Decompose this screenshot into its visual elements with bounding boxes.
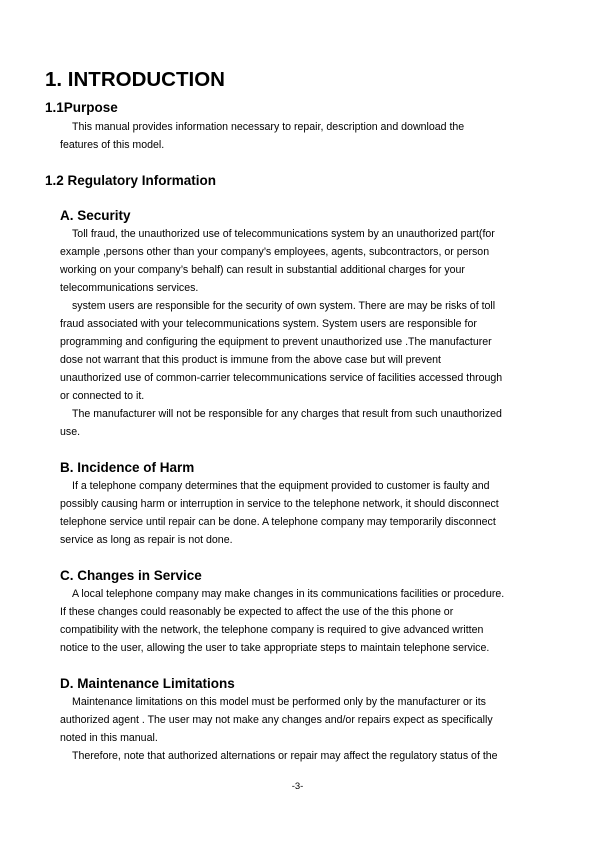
purpose-paragraph	[60, 118, 464, 154]
text-line: Therefore, note that authorized alternations or repair may affect the regulatory status of the	[72, 750, 498, 762]
text-line: unauthorized use of common-carrier telecommunications service of facilities accessed through	[60, 372, 503, 384]
purpose-heading: 1.1Purpose	[45, 100, 118, 115]
text-line: working on your company’s behalf) can result in substantial additional charges for your	[60, 264, 465, 276]
changes-in-service-heading: C. Changes in Service	[60, 568, 202, 583]
maintenance-paragraph	[60, 693, 498, 765]
text-line: telephone service until repair can be done. A telephone company may temporarily disconnect	[60, 516, 496, 528]
text-line: authorized agent . The user may not make any changes and/or repairs expect as specifically	[60, 714, 493, 726]
text-line: compatibility with the network, the telephone company is required to give advanced written	[60, 624, 484, 636]
text-line: fraud associated with your telecommunications system. System users are responsible for	[60, 318, 477, 330]
page-title: 1. INTRODUCTION	[45, 68, 225, 91]
regulatory-heading: 1.2 Regulatory Information	[45, 173, 217, 188]
text-line: notice to the user, allowing the user to take appropriate steps to maintain telephone service.	[60, 642, 490, 654]
security-heading: A. Security	[60, 208, 131, 223]
text-line: dose not warrant that this product is immune from the above case but will prevent	[60, 354, 441, 366]
text-line: system users are responsible for the security of own system. There are may be risks of toll	[72, 300, 496, 312]
security-paragraph	[60, 225, 502, 441]
text-line: This manual provides information necessary to repair, description and download the	[72, 121, 465, 133]
text-line: The manufacturer will not be responsible for any charges that result from such unauthorized	[72, 408, 502, 420]
text-line: features of this model.	[60, 139, 165, 151]
text-line: Maintenance limitations on this model must be performed only by the manufacturer or its	[72, 696, 486, 708]
text-line: example ,persons other than your company’s employees, agents, subcontractors, or person	[60, 246, 490, 258]
text-line: If these changes could reasonably be expected to affect the use of the this phone or	[60, 606, 454, 618]
text-line: programming and configuring the equipment to prevent unauthorized use .The manufacturer	[60, 336, 492, 348]
text-line: A local telephone company may make changes in its communications facilities or procedure.	[72, 588, 505, 600]
text-line: noted in this manual.	[60, 732, 158, 744]
text-line: service as long as repair is not done.	[60, 534, 233, 546]
text-line: possibly causing harm or interruption in service to the telephone network, it should disconnect	[60, 498, 499, 510]
text-line: or connected to it.	[60, 390, 145, 402]
incidence-of-harm-heading: B. Incidence of Harm	[60, 460, 195, 475]
harm-paragraph	[60, 477, 499, 549]
changes-paragraph	[60, 585, 504, 657]
page-number: -3-	[291, 781, 304, 792]
text-line: Toll fraud, the unauthorized use of telecommunications system by an unauthorized part(for	[72, 228, 495, 240]
text-line: telecommunications services.	[60, 282, 199, 294]
maintenance-limitations-heading: D. Maintenance Limitations	[60, 676, 235, 691]
text-line: use.	[60, 426, 81, 438]
text-line: If a telephone company determines that the equipment provided to customer is faulty and	[72, 480, 490, 492]
